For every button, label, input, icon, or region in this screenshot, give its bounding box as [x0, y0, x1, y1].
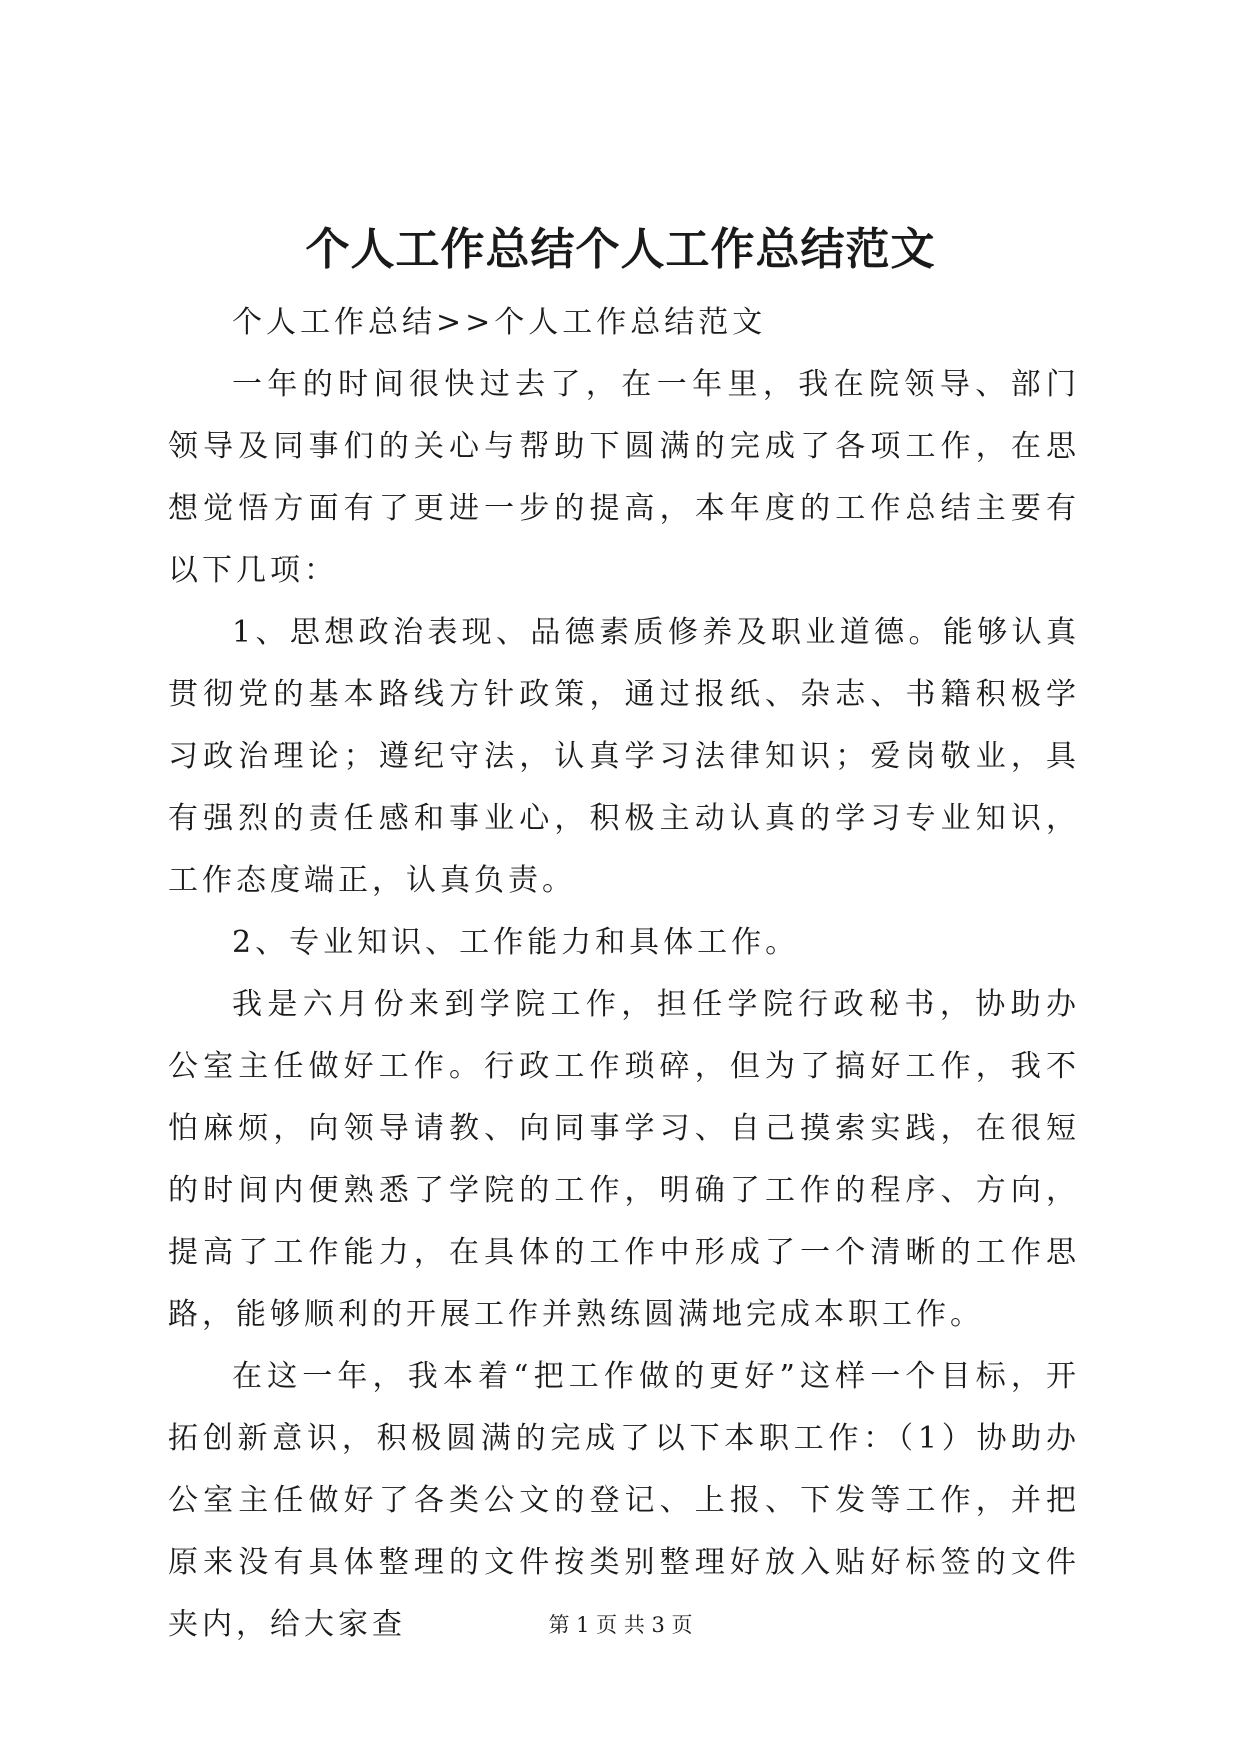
section-2-heading: 2、专业知识、工作能力和具体工作。: [232, 925, 800, 960]
breadcrumb-line: 个人工作总结>>个人工作总结范文: [232, 305, 767, 340]
section-1-paragraph: 1、思想政治表现、品德素质修养及职业道德。能够认真贯彻党的基本路线方针政策，通过报纸、杂志、书籍积极学习政治理论；遵纪守法，认真学习法律知识；爱岗敬业，具有强烈的责任感和事业心，积极主动认真的学习专业知识，工作态度端正，认真负责。: [168, 615, 1080, 898]
document-title: 个人工作总结个人工作总结范文: [305, 224, 936, 275]
page-number: 第 1 页 共 3 页: [548, 1613, 693, 1637]
duties-paragraph: 在这一年，我本着“把工作做的更好”这样一个目标，开拓创新意识，积极圆满的完成了以下本职工作：（1）协助办公室主任做好了各类公文的登记、上报、下发等工作，并把原来没有具体整理的文件按类别整理好放入贴好标签的文件夹内，给大家查: [168, 1359, 1080, 1642]
work-paragraph: 我是六月份来到学院工作，担任学院行政秘书，协助办公室主任做好工作。行政工作琐碎，但为了搞好工作，我不怕麻烦，向领导请教、向同事学习、自己摸索实践，在很短的时间内便熟悉了学院的工作，明确了工作的程序、方向，提高了工作能力，在具体的工作中形成了一个清晰的工作思路，能够顺利的开展工作并熟练圆满地完成本职工作。: [168, 987, 1080, 1332]
document-body: [168, 292, 1080, 1656]
page-footer: [0, 1610, 1241, 1640]
intro-paragraph: 一年的时间很快过去了，在一年里，我在院领导、部门领导及同事们的关心与帮助下圆满的完成了各项工作，在思想觉悟方面有了更进一步的提高，本年度的工作总结主要有以下几项：: [168, 367, 1080, 588]
